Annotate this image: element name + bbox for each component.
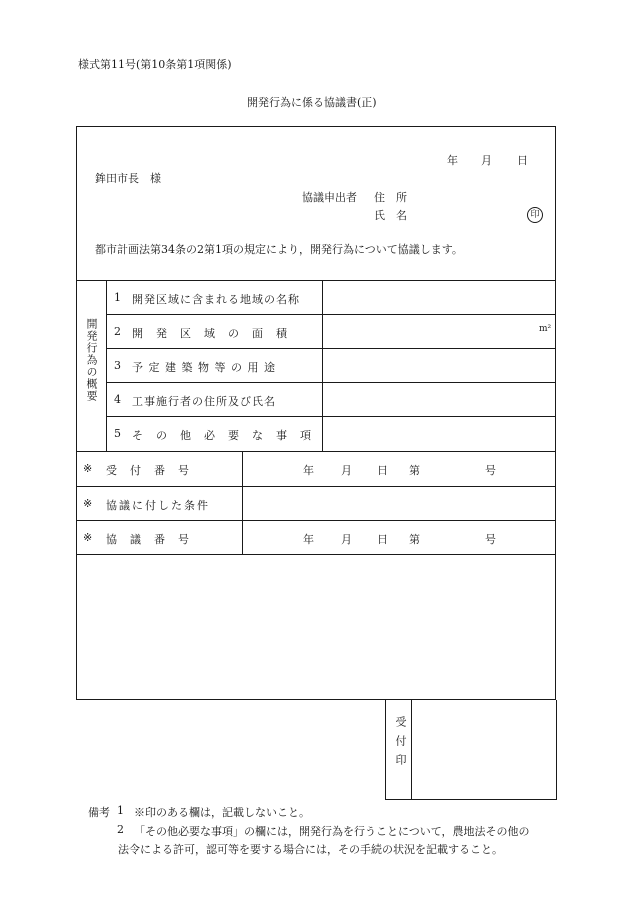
divider-line <box>411 700 412 800</box>
overview-row-3-label: 予 定 建 築 物 等 の 用 途 <box>132 361 276 374</box>
office-mark: ※ <box>83 462 93 475</box>
divider-line <box>242 451 243 554</box>
contractor-field[interactable] <box>326 390 552 410</box>
form-frame <box>76 126 556 700</box>
overview-row-2-num: 2 <box>114 325 121 338</box>
divider-line <box>76 486 556 487</box>
receipt-day-label: 日 <box>377 464 388 477</box>
notes-heading: 備考 <box>88 806 110 819</box>
address-label: 住 所 <box>374 191 407 204</box>
consultation-dai-label: 第 <box>409 533 420 546</box>
consultation-month-label: 月 <box>341 533 352 546</box>
divider-line <box>106 382 556 383</box>
overview-row-4-label: 工事施行者の住所及び氏名 <box>132 395 276 408</box>
divider-line <box>76 280 556 281</box>
divider-line <box>106 280 107 452</box>
addressee: 鉾田市長 様 <box>95 172 161 185</box>
receipt-dai-label: 第 <box>409 464 420 477</box>
consultation-year-label: 年 <box>303 533 314 546</box>
overview-row-2-label: 開 発 区 域 の 面 積 <box>132 327 288 340</box>
applicant-label: 協議申出者 <box>302 191 357 204</box>
note-1-text: ※印のある欄は，記載しないこと。 <box>134 806 310 819</box>
overview-row-1-label: 開発区域に含まれる地域の名称 <box>132 293 300 306</box>
receipt-number-label: 受 付 番 号 <box>106 464 190 477</box>
seal-mark: 印 <box>527 207 543 223</box>
consultation-day-label: 日 <box>377 533 388 546</box>
document-title: 開発行為に係る協議書(正) <box>247 96 377 109</box>
overview-section-label: 開発行為の概要 <box>85 318 98 402</box>
receipt-stamp-label: 受付印 <box>394 716 407 773</box>
note-2-text-line1: 「その他必要な事項」の欄には，開発行為を行うことについて，農地法その他の <box>134 825 530 838</box>
receipt-month-label: 月 <box>341 464 352 477</box>
building-use-field[interactable] <box>326 356 552 376</box>
note-1-num: 1 <box>117 804 124 817</box>
date-year-label: 年 <box>447 154 458 167</box>
consultation-number-label: 協 議 番 号 <box>106 533 190 546</box>
area-unit: m² <box>539 324 552 334</box>
divider-line <box>322 280 323 452</box>
divider-line <box>106 348 556 349</box>
area-name-field[interactable] <box>326 288 552 308</box>
divider-line <box>106 416 556 417</box>
overview-row-5-num: 5 <box>114 427 121 440</box>
divider-line <box>76 451 556 452</box>
consultation-go-label: 号 <box>485 533 496 546</box>
receipt-year-label: 年 <box>303 464 314 477</box>
note-2-num: 2 <box>117 823 124 836</box>
office-mark: ※ <box>83 531 93 544</box>
form-number: 様式第11号(第10条第1項関係) <box>78 58 232 71</box>
receipt-go-label: 号 <box>485 464 496 477</box>
name-label: 氏 名 <box>374 209 407 222</box>
overview-row-3-num: 3 <box>114 359 121 372</box>
overview-row-4-num: 4 <box>114 393 121 406</box>
date-month-label: 月 <box>481 154 492 167</box>
divider-line <box>106 314 556 315</box>
statement-text: 都市計画法第34条の2第1項の規定により，開発行為について協議します。 <box>95 243 463 256</box>
note-2-text-line2: 法令による許可，認可等を要する場合には，その手続の状況を記載すること。 <box>118 843 503 856</box>
date-day-label: 日 <box>517 154 528 167</box>
other-matters-field[interactable] <box>326 424 552 444</box>
office-mark: ※ <box>83 497 93 510</box>
area-size-field[interactable] <box>326 322 526 342</box>
divider-line <box>76 554 556 555</box>
overview-row-5-label: そ の 他 必 要 な 事 項 <box>132 429 312 442</box>
divider-line <box>76 520 556 521</box>
conditions-label: 協議に付した条件 <box>106 499 210 512</box>
overview-row-1-num: 1 <box>114 291 121 304</box>
